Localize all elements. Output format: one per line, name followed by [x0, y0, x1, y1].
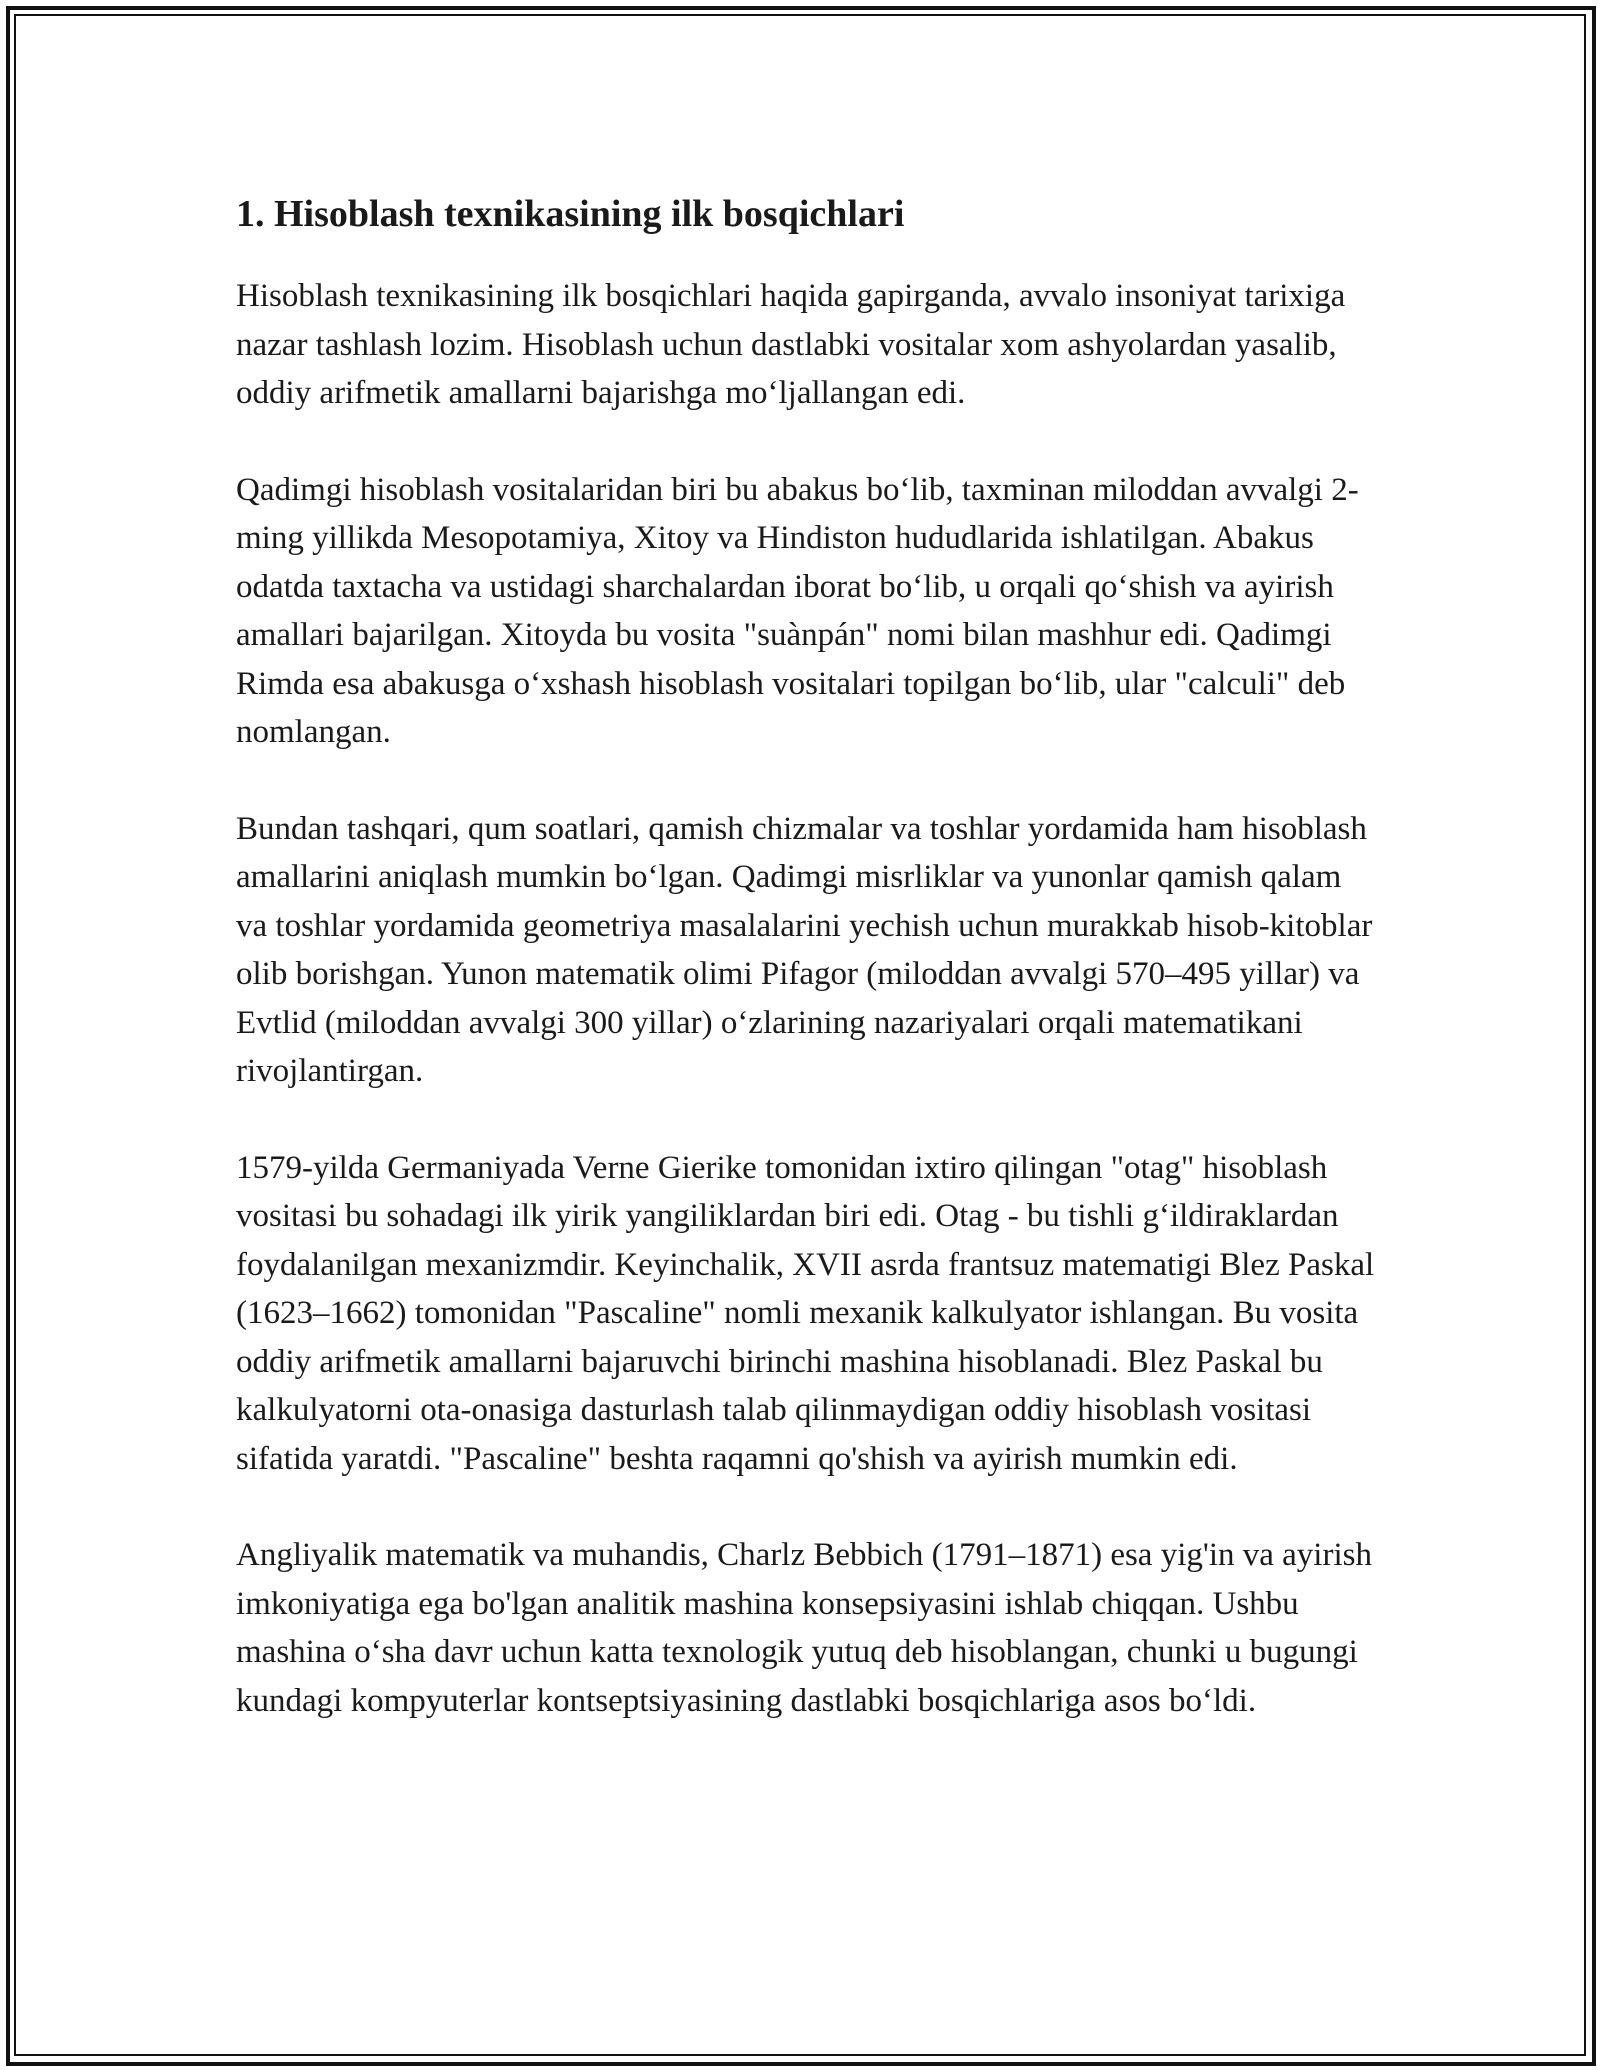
section-heading: 1. Hisoblash texnikasining ilk bosqichlari — [236, 193, 905, 235]
paragraph-abacus: Qadimgi hisoblash vositalaridan biri bu abakus bo‘lib, taxminan miloddan avvalgi 2-ming yillikda Mesopotamiya, Xitoy va Hindiston hududlarida ishlatilgan. Abakus odatda taxtacha va ustidagi sharchalardan iborat bo‘lib, u orqali qo‘shish va ayirish amallari bajarilgan. Xitoyda bu vosita "suànpán" nomi bilan mashhur edi. Qadimgi Rimda esa abakusga o‘xshash hisoblash vositalari topilgan bo‘lib, ular "calculi" deb nomlangan. — [236, 471, 1359, 750]
paragraph-ancient-tools: Bundan tashqari, qum soatlari, qamish chizmalar va toshlar yordamida ham hisoblash amallarini aniqlash mumkin bo‘lgan. Qadimgi misrliklar va yunonlar qamish qalam va toshlar yordamida geometriya masalalarini yechish uchun murakkab hisob-kitoblar olib borishgan. Yunon matematik olimi Pifagor (miloddan avvalgi 570–495 yillar) va Evtlid (miloddan avvalgi 300 yillar) o‘zlarining nazariyalari orqali matematikani rivojlantirgan. — [236, 810, 1373, 1089]
paragraph-pascaline: 1579-yilda Germaniyada Verne Gierike tomonidan ixtiro qilingan "otag" hisoblash vositasi bu sohadagi ilk yirik yangiliklardan biri edi. Otag - bu tishli g‘ildiraklardan foydalanilgan mexanizmdir. Keyinchalik, XVII asrda frantsuz matematigi Blez Paskal (1623–1662) tomonidan "Pascaline" nomli mexanik kalkulyator ishlangan. Bu vosita oddiy arifmetik amallarni bajaruvchi birinchi mashina hisoblanadi. Blez Paskal bu kalkulyatorni ota-onasiga dasturlash talab qilinmaydigan oddiy hisoblash vositasi sifatida yaratdi. "Pascaline" beshta raqamni qo'shish va ayirish mumkin edi. — [236, 1149, 1375, 1477]
paragraph-intro: Hisoblash texnikasining ilk bosqichlari haqida gapirganda, avvalo insoniyat tarixiga nazar tashlash lozim. Hisoblash uchun dastlabki vositalar xom ashyolardan yasalib, oddiy arifmetik amallarni bajarishga mo‘ljallangan edi. — [236, 278, 1346, 411]
paragraph-babbage: Angliyalik matematik va muhandis, Charlz Bebbich (1791–1871) esa yig'in va ayirish imkoniyatiga ega bo'lgan analitik mashina konsepsiyasini ishlab chiqqan. Ushbu mashina o‘sha davr uchun katta texnologik yutuq deb hisoblangan, chunki u bugungi kundagi kompyuterlar kontseptsiyasining dastlabki bosqichlariga asos bo‘ldi. — [236, 1537, 1372, 1719]
document-body — [236, 186, 1376, 1773]
